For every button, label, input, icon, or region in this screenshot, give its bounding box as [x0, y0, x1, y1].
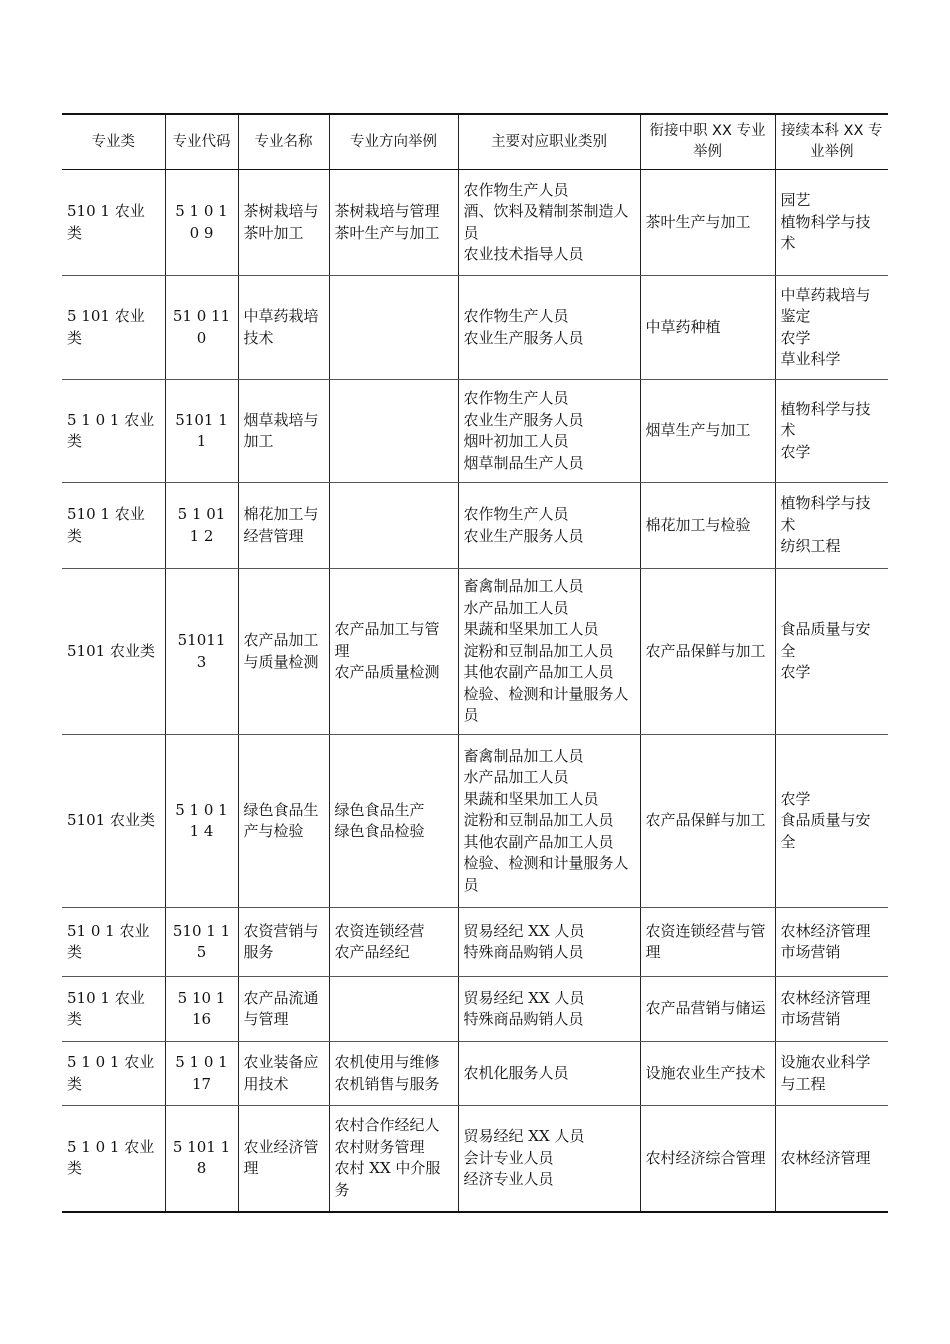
- cell-code: 5101 1 1: [165, 380, 238, 483]
- cell-category: 5 1 0 1 农业类: [62, 1042, 165, 1106]
- cell-occupations: 贸易经纪 XX 人员 特殊商品购销人员: [458, 977, 640, 1042]
- cell-undergrad-majors: 农林经济管理 市场营销: [775, 977, 888, 1042]
- cell-major-name: 农业经济管理: [238, 1106, 329, 1212]
- cell-occupations: 农作物生产人员 农业生产服务人员: [458, 276, 640, 380]
- cell-major-name: 绿色食品生产与检验: [238, 735, 329, 908]
- cell-major-name: 中草药栽培技术: [238, 276, 329, 380]
- cell-undergrad-majors: 园艺 植物科学与技术: [775, 170, 888, 276]
- cell-secondary-majors: 烟草生产与加工: [640, 380, 775, 483]
- cell-occupations: 农作物生产人员 酒、饮料及精制茶制造人员 农业技术指导人员: [458, 170, 640, 276]
- cell-major-name: 农产品加工与质量检测: [238, 569, 329, 735]
- cell-directions: 农资连锁经营 农产品经纪: [329, 908, 458, 977]
- cell-code: 5 1 01 1 2: [165, 483, 238, 569]
- cell-occupations: 贸易经纪 XX 人员 特殊商品购销人员: [458, 908, 640, 977]
- cell-directions: [329, 380, 458, 483]
- table-row: [62, 1106, 888, 1212]
- cell-directions: 农村合作经纪人 农村财务管理 农村 XX 中介服务: [329, 1106, 458, 1212]
- cell-directions: [329, 977, 458, 1042]
- table-row: [62, 276, 888, 380]
- cell-occupations: 农机化服务人员: [458, 1042, 640, 1106]
- table-row: [62, 569, 888, 735]
- cell-category: 5 1 0 1 农业类: [62, 380, 165, 483]
- cell-undergrad-majors: 中草药栽培与鉴定 农学 草业科学: [775, 276, 888, 380]
- cell-undergrad-majors: 农学 食品质量与安全: [775, 735, 888, 908]
- cell-occupations: 农作物生产人员 农业生产服务人员 烟叶初加工人员 烟草制品生产人员: [458, 380, 640, 483]
- cell-directions: 绿色食品生产 绿色食品检验: [329, 735, 458, 908]
- cell-directions: 农产品加工与管理 农产品质量检测: [329, 569, 458, 735]
- cell-occupations: 畜禽制品加工人员 水产品加工人员 果蔬和坚果加工人员 淀粉和豆制品加工人员 其他农副产品加工人员 检验、检测和计量服务人员: [458, 569, 640, 735]
- header-category: 专业类: [62, 114, 165, 170]
- cell-code: 5 1 0 117: [165, 1042, 238, 1106]
- cell-occupations: 畜禽制品加工人员 水产品加工人员 果蔬和坚果加工人员 淀粉和豆制品加工人员 其他农副产品加工人员 检验、检测和计量服务人员: [458, 735, 640, 908]
- cell-code: 51011 3: [165, 569, 238, 735]
- header-code: 专业代码: [165, 114, 238, 170]
- cell-undergrad-majors: 设施农业科学与工程: [775, 1042, 888, 1106]
- cell-secondary-majors: 棉花加工与检验: [640, 483, 775, 569]
- cell-category: 510 1 农业类: [62, 170, 165, 276]
- cell-directions: [329, 276, 458, 380]
- cell-category: 510 1 农业类: [62, 483, 165, 569]
- cell-category: 51 0 1 农业类: [62, 908, 165, 977]
- cell-code: 51 0 110: [165, 276, 238, 380]
- cell-code: 5 101 1 8: [165, 1106, 238, 1212]
- cell-major-name: 烟草栽培与加工: [238, 380, 329, 483]
- cell-secondary-majors: 农产品营销与储运: [640, 977, 775, 1042]
- cell-secondary-majors: 农村经济综合管理: [640, 1106, 775, 1212]
- cell-category: 5 1 0 1 农业类: [62, 1106, 165, 1212]
- cell-category: 5101 农业类: [62, 569, 165, 735]
- header-undergrad-majors: 接续本科 XX 专业举例: [775, 114, 888, 170]
- table-row: [62, 170, 888, 276]
- cell-secondary-majors: 茶叶生产与加工: [640, 170, 775, 276]
- cell-directions: 农机使用与维修 农机销售与服务: [329, 1042, 458, 1106]
- cell-occupations: 贸易经纪 XX 人员 会计专业人员 经济专业人员: [458, 1106, 640, 1212]
- header-occupations: 主要对应职业类别: [458, 114, 640, 170]
- cell-secondary-majors: 设施农业生产技术: [640, 1042, 775, 1106]
- header-row: [62, 114, 888, 170]
- cell-undergrad-majors: 农林经济管理 市场营销: [775, 908, 888, 977]
- cell-code: 5 1 0 1 0 9: [165, 170, 238, 276]
- cell-directions: [329, 483, 458, 569]
- cell-undergrad-majors: 植物科学与技术 纺织工程: [775, 483, 888, 569]
- header-name: 专业名称: [238, 114, 329, 170]
- cell-secondary-majors: 中草药种植: [640, 276, 775, 380]
- catalog-body: [62, 170, 888, 1212]
- cell-undergrad-majors: 植物科学与技术 农学: [775, 380, 888, 483]
- cell-code: 5 1 0 1 1 4: [165, 735, 238, 908]
- table-row: [62, 380, 888, 483]
- cell-code: 510 1 15: [165, 908, 238, 977]
- cell-category: 5 101 农业类: [62, 276, 165, 380]
- cell-major-name: 茶树栽培与茶叶加工: [238, 170, 329, 276]
- table-row: [62, 908, 888, 977]
- header-secondary-majors: 衔接中职 XX 专业举例: [640, 114, 775, 170]
- cell-major-name: 农产品流通与管理: [238, 977, 329, 1042]
- cell-major-name: 农业装备应用技术: [238, 1042, 329, 1106]
- cell-secondary-majors: 农产品保鲜与加工: [640, 735, 775, 908]
- major-catalog-sheet: [62, 113, 888, 1213]
- cell-secondary-majors: 农资连锁经营与管理: [640, 908, 775, 977]
- table-row: [62, 977, 888, 1042]
- cell-code: 5 10 1 16: [165, 977, 238, 1042]
- cell-undergrad-majors: 农林经济管理: [775, 1106, 888, 1212]
- cell-undergrad-majors: 食品质量与安全 农学: [775, 569, 888, 735]
- cell-category: 5101 农业类: [62, 735, 165, 908]
- table-row: [62, 483, 888, 569]
- table-row: [62, 1042, 888, 1106]
- header-directions: 专业方向举例: [329, 114, 458, 170]
- cell-major-name: 棉花加工与经营管理: [238, 483, 329, 569]
- major-catalog-table: [62, 113, 888, 1213]
- cell-directions: 茶树栽培与管理 茶叶生产与加工: [329, 170, 458, 276]
- cell-category: 510 1 农业类: [62, 977, 165, 1042]
- cell-occupations: 农作物生产人员 农业生产服务人员: [458, 483, 640, 569]
- cell-major-name: 农资营销与服务: [238, 908, 329, 977]
- table-row: [62, 735, 888, 908]
- cell-secondary-majors: 农产品保鲜与加工: [640, 569, 775, 735]
